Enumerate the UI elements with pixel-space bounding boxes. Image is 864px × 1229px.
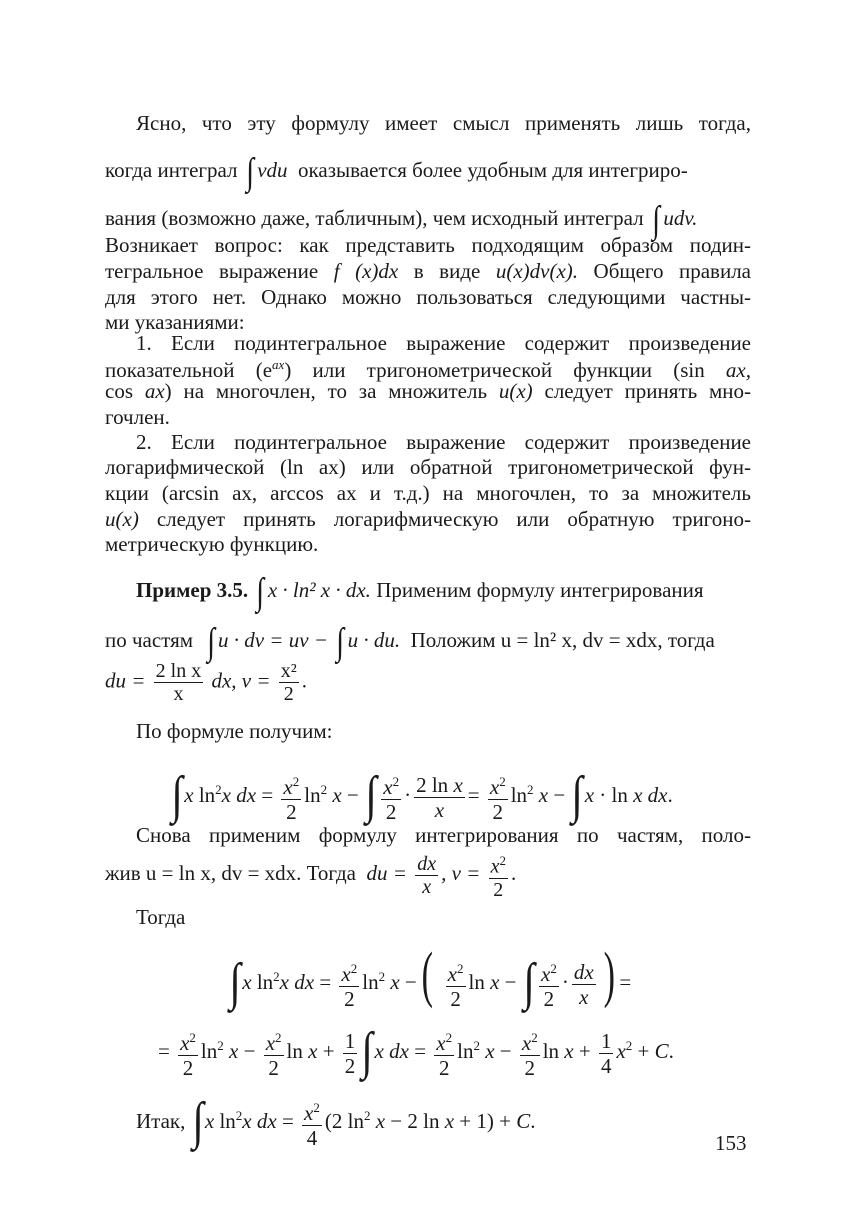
integral-sign: ∫ <box>523 954 535 1011</box>
item-1-line-3 <box>105 378 751 404</box>
text-span: жив u = ln x, dv = xdx. Тогда <box>105 861 357 886</box>
text-span: Итак, <box>136 1109 186 1133</box>
equation-2-line-1: ∫x $\ln^2x$ dx = $\frac{x^2}{2}$ $\ln^2 x$ −( $\frac{x^2}{2}$ ln x − ∫ $\frac{x^2}{2}$ · $\frac{dx}{x}$ ) = <box>229 941 632 1012</box>
fraction <box>154 660 204 705</box>
fraction: $\frac{x^2}{2}$ <box>539 957 559 1011</box>
example-line-2 <box>105 620 751 663</box>
integral-sign: ∫ <box>361 1023 374 1080</box>
equation-2-line-2: = $\frac{x^2}{2}$ $\ln^2 x$ − $\frac{x^2}{2}$ ln x + $\frac{1}{2}$ ∫x dx = $\frac{x^2}{2}$ $\ln^2 x$ − $\frac{x^2}{2}$ ln x + $\frac{1}{4}$ $x^2 + C$. <box>158 1023 674 1081</box>
integral-sign: ∫ <box>256 571 265 613</box>
paragraph-1-line-2 <box>105 150 751 193</box>
text-span: вания (возможно даже, табличным), чем исходный интеграл <box>105 206 644 230</box>
math-expression: vdu <box>257 158 288 182</box>
left-parenthesis: ( <box>421 941 433 1009</box>
fraction: $\frac{x^2}{2}$ <box>381 770 401 824</box>
math-expression: u · du. <box>347 628 401 652</box>
item-1-line-4: гочлен. <box>105 405 170 429</box>
text-span: показательной (e <box>105 358 273 382</box>
fraction: $\frac{x^2}{2}$ <box>264 1026 284 1080</box>
text-span: по частям <box>105 628 194 652</box>
math-expression: x · ln² x · dx. <box>267 578 371 602</box>
item-2-line-1: 2. Если подинтегральное выражение содержит произведение <box>136 430 751 454</box>
fraction: $\frac{dx}{x}$ <box>573 959 594 1009</box>
fraction: $\frac{x^2}{2}$ <box>446 957 466 1011</box>
fraction: $\frac{x^2}{2}$ <box>488 770 508 824</box>
page-number: 153 <box>715 1131 747 1155</box>
math-expression: u · dv = uv − <box>217 628 328 652</box>
math-exponent: ax <box>272 357 285 372</box>
text-2-line-1: Снова применим формулу интегрирования по частям, поло- <box>136 823 751 847</box>
math-expression: du = <box>366 861 407 886</box>
text-span: ) на многочлен, то за множитель <box>164 379 488 403</box>
du-v-formula: du = $\frac{\text{2 ln x}}{x}$ dx, v = $\frac{\text{x²}}{2}$ . <box>105 660 308 705</box>
text-2-line-3: Тогда <box>136 905 186 929</box>
text-span: Общего правила <box>593 259 752 283</box>
math-expression: , v = <box>441 861 481 886</box>
numerator: dx <box>417 852 437 875</box>
fraction <box>279 660 299 705</box>
math-expression: (x)dx <box>355 259 399 283</box>
item-2-line-4 <box>105 506 751 532</box>
fraction: $\frac{1}{2}$ <box>344 1028 356 1078</box>
fraction: $\frac{x^2}{2}$ <box>434 1026 454 1080</box>
equation-1: ∫x $\ln^2x$ dx = $\frac{x^2}{2}$ $\ln^2 x$ − ∫ $\frac{x^2}{2}$ · $\frac{\text{2 ln x}}{x}$ = $\frac{x^2}{2}$ $\ln^2 x - \int x \cdot \ln x$ dx. <box>171 767 673 825</box>
item-2-line-5: метрическую функцию. <box>105 532 319 556</box>
fraction: $\frac{x^2}{2}$ <box>281 770 301 824</box>
text-span: когда интеграл <box>105 158 238 182</box>
text-span: Применим формулу интегрирования <box>376 578 704 602</box>
denominator: x <box>173 683 184 705</box>
item-1-line-1: 1. Если подинтегральное выражение содержит произведение <box>136 331 751 355</box>
text-span: Положим u = ln² x, dv = xdx, тогда <box>410 628 715 652</box>
integral-sign: ∫ <box>246 151 254 193</box>
text-span: следует принять мно- <box>544 379 752 403</box>
paragraph-1-line-4: Возникает вопрос: как представить подходящим образом подин- <box>105 233 751 257</box>
paragraph-1-line-5 <box>105 258 751 284</box>
example-heading-line <box>136 570 751 613</box>
paragraph-1-line-1: Ясно, что эту формулу имеет смысл применять лишь тогда, <box>136 111 751 135</box>
integral-sign: ∫ <box>192 1093 204 1150</box>
math-expression: dx, v = <box>211 668 271 693</box>
denominator: 2 <box>493 878 504 901</box>
math-expression: f <box>333 259 340 283</box>
integral-sign: ∫ <box>171 767 183 824</box>
example-label: Пример 3.5. <box>136 578 249 602</box>
item-2-line-3: кции (arcsin ax, arccos ax и т.д.) на многочлен, то за множитель <box>105 481 751 505</box>
integral-sign: ∫ <box>652 199 661 241</box>
math-expression: u(x) <box>498 379 533 403</box>
integral-sign: ∫ <box>336 621 345 663</box>
item-2-line-2: логарифмической (ln ax) или обратной тригонометрической фун- <box>105 455 751 479</box>
fraction: $\frac{x^2}{4}$ <box>302 1096 322 1150</box>
denominator: x <box>422 875 432 898</box>
fraction: $\frac{x^2}{2}$ <box>339 957 359 1011</box>
integral-sign: ∫ <box>206 621 215 663</box>
integral-sign: ∫ <box>571 767 584 824</box>
text-span: ) или тригонометрической функции (sin <box>284 358 705 382</box>
numerator: x² <box>280 660 297 682</box>
math-expression: u(x)dv(x). <box>495 259 579 283</box>
denominator: 2 <box>283 683 294 705</box>
text-span: cos <box>105 379 133 403</box>
fraction <box>415 853 438 898</box>
right-parenthesis: ) <box>603 941 615 1009</box>
math-expression: du = <box>105 668 146 693</box>
paragraph-1-line-6: для этого нет. Однако можно пользоваться следующими частны- <box>105 285 751 309</box>
paragraph-1-line-3 <box>105 198 751 241</box>
text-span: оказывается более удобным для интегриро- <box>298 158 688 182</box>
math-expression: ax <box>144 379 165 403</box>
math-expression: udv. <box>663 206 698 230</box>
math-expression: ax, <box>725 358 751 382</box>
fraction: $\frac{x^2}{2}$ <box>178 1026 198 1080</box>
numerator: 2 ln x <box>155 660 202 682</box>
fraction: $\frac{x^2}{2}$ <box>489 850 508 901</box>
example-line-4: По формуле получим: <box>136 719 333 743</box>
integral-sign: ∫ <box>229 954 241 1011</box>
text-span: тегральное выражение <box>105 259 319 283</box>
math-expression: u(x) <box>105 507 139 531</box>
text-span: следует принять логарифмическую или обратную тригоно- <box>156 507 751 531</box>
integral-sign: ∫ <box>365 767 377 824</box>
fraction: $\frac{x^2}{2}$ <box>520 1026 540 1080</box>
text-2-line-2: жив u = ln x, dv = xdx. Тогда du = $\frac{dx}{x}$ , v = $\frac{x^2}{2}$ . <box>105 850 516 901</box>
text-span: в виде <box>413 259 481 283</box>
fraction: $\frac{\text{2 ln x}}{x}$ <box>416 772 463 822</box>
paragraph-1-line-7: ми указаниями: <box>105 310 245 334</box>
final-result: Итак, ∫x $\ln^2x$ dx = $\frac{x^2}{4}$ (2 $\ln^2 x - 2$ ln x + 1) + C. <box>136 1093 536 1151</box>
fraction: $\frac{1}{4}$ <box>600 1028 612 1078</box>
